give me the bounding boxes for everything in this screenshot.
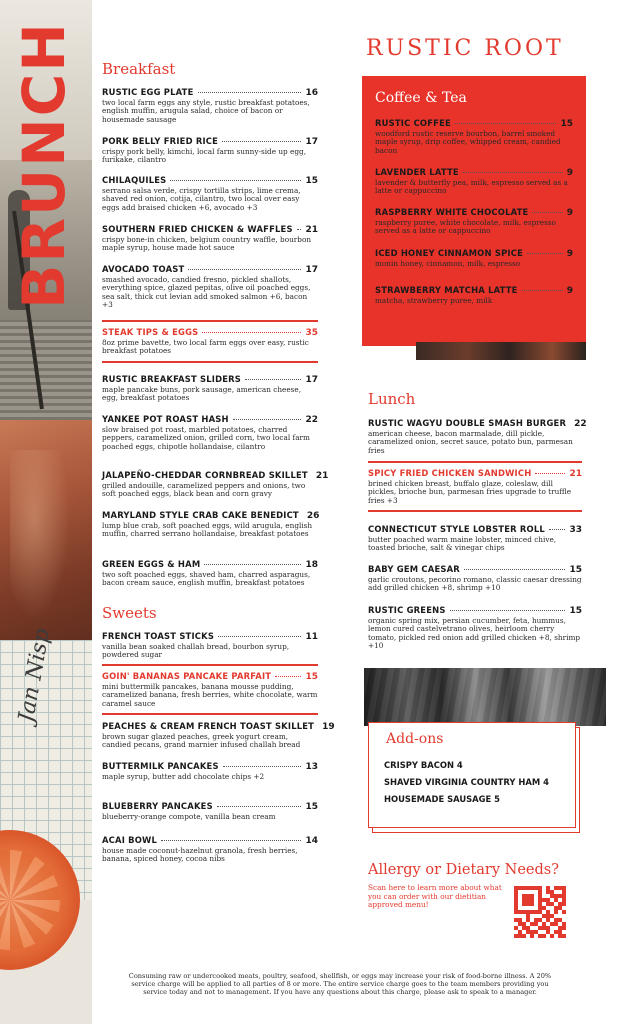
item-price: 21 bbox=[305, 225, 318, 235]
item-price: 15 bbox=[569, 565, 582, 575]
item-name: ACAI BOWL bbox=[102, 835, 158, 845]
item-name: RASPBERRY WHITE CHOCOLATE bbox=[375, 207, 529, 217]
leader-dots bbox=[275, 676, 301, 677]
leader-dots bbox=[222, 141, 301, 142]
item-price: 15 bbox=[305, 802, 318, 812]
highlight-rule bbox=[368, 461, 582, 463]
leader-dots bbox=[527, 253, 563, 254]
item-price: 35 bbox=[305, 328, 318, 338]
item-price: 17 bbox=[305, 137, 318, 147]
breakfast-menu-item bbox=[102, 414, 318, 451]
breakfast-menu-item bbox=[102, 327, 318, 356]
item-name: BABY GEM CAESAR bbox=[368, 564, 460, 574]
item-description: american cheese, bacon marmalade, dill pickle, caramelized onion, secret sauce, potato bun, parmesan fries bbox=[368, 429, 573, 455]
item-description: woodford rustic reserve bourbon, barrel smoked maple syrup, drip coffee, whipped cream, candied bacon bbox=[375, 129, 561, 155]
item-description: lump blue crab, soft poached eggs, wild arugula, english muffin, charred serrano hollandaise, breakfast potatoes bbox=[102, 521, 313, 539]
item-name: RUSTIC BREAKFAST SLIDERS bbox=[102, 374, 242, 384]
item-name: RUSTIC EGG PLATE bbox=[102, 87, 194, 97]
item-price: 21 bbox=[569, 469, 582, 479]
item-description: raspberry puree, white chocolate, milk, espresso served as a latte or cappuccino bbox=[375, 218, 556, 236]
item-description: monin honey, cinnamon, milk, espresso bbox=[375, 259, 521, 268]
highlight-rule bbox=[102, 320, 318, 322]
item-description: vanilla bean soaked challah bread, bourbon syrup, powdered sugar bbox=[102, 642, 290, 660]
lunch-menu-item bbox=[368, 605, 582, 651]
item-description: brown sugar glazed peaches, greek yogurt cream, candied pecans, grand marnier infused challah bread bbox=[102, 732, 301, 750]
breakfast-menu-item bbox=[102, 559, 318, 588]
item-description: grilled andouille, caramelized peppers and onions, two soft poached eggs, black bean and corn gravy bbox=[102, 481, 306, 499]
item-name: MARYLAND STYLE CRAB CAKE BENEDICT bbox=[102, 510, 299, 520]
sweets-menu-item bbox=[102, 835, 318, 864]
item-description: house made coconut-hazelnut granola, fresh berries, banana, spiced honey, cocoa nibs bbox=[102, 846, 298, 864]
leader-dots bbox=[245, 379, 301, 380]
coffee-menu-item bbox=[375, 285, 573, 305]
item-description: two local farm eggs any style, rustic breakfast potatoes, english muffin, arugula salad, choice of bacon or housemade sausage bbox=[102, 98, 310, 124]
item-name: GREEN EGGS & HAM bbox=[102, 559, 201, 569]
item-name: ICED HONEY CINNAMON SPICE bbox=[375, 248, 523, 258]
addon-item: HOUSEMADE SAUSAGE 5 bbox=[384, 794, 500, 804]
item-description: butter poached warm maine lobster, minced chive, toasted brioche, salt & vinegar chips bbox=[368, 535, 557, 553]
leader-dots bbox=[161, 840, 301, 841]
item-name: BUTTERMILK PANCAKES bbox=[102, 761, 219, 771]
item-name: JALAPEÑO-CHEDDAR CORNBREAD SKILLET bbox=[102, 470, 308, 480]
item-name: FRENCH TOAST STICKS bbox=[102, 631, 215, 641]
item-price: 18 bbox=[305, 560, 318, 570]
leader-dots bbox=[223, 766, 302, 767]
highlight-rule bbox=[102, 361, 318, 363]
lunch-menu-item bbox=[368, 468, 582, 505]
highlight-rule bbox=[368, 510, 582, 512]
item-price: 15 bbox=[560, 119, 573, 129]
item-name: SPICY FRIED CHICKEN SANDWICH bbox=[368, 468, 532, 478]
addon-item: SHAVED VIRGINIA COUNTRY HAM 4 bbox=[384, 777, 549, 787]
item-name: STRAWBERRY MATCHA LATTE bbox=[375, 285, 518, 295]
item-name: RUSTIC GREENS bbox=[368, 605, 446, 615]
qr-code[interactable] bbox=[514, 886, 566, 938]
item-name: RUSTIC COFFEE bbox=[375, 118, 451, 128]
item-price: 9 bbox=[566, 208, 573, 218]
breakfast-menu-item bbox=[102, 470, 329, 499]
leader-dots bbox=[549, 529, 566, 530]
item-price: 33 bbox=[569, 525, 582, 535]
item-description: slow braised pot roast, marbled potatoes, charred peppers, caramelized onion, grilled corn, two local farm poached eggs, chipotle hollandaise, cilantro bbox=[102, 425, 310, 451]
item-price: 9 bbox=[566, 168, 573, 178]
addon-item: CRISPY BACON 4 bbox=[384, 760, 463, 770]
leader-dots bbox=[450, 610, 566, 611]
leader-dots bbox=[170, 180, 301, 181]
item-price: 14 bbox=[305, 836, 318, 846]
breakfast-menu-item bbox=[102, 136, 318, 165]
item-name: CONNECTICUT STYLE LOBSTER ROLL bbox=[368, 524, 545, 534]
item-price: 17 bbox=[305, 265, 318, 275]
item-price: 9 bbox=[566, 249, 573, 259]
item-price: 22 bbox=[305, 415, 318, 425]
leader-dots bbox=[202, 332, 301, 333]
handwritten-script: Jan Nisp bbox=[14, 626, 56, 725]
item-description: smashed avocado, candied fresno, pickled shallots, everything spice, glazed pepitas, olive oil poached eggs, sea salt, thick cut levian add smoked salmon +6, bacon +3 bbox=[102, 275, 311, 310]
coffee-title: Coffee & Tea bbox=[375, 90, 467, 106]
coffee-menu-item bbox=[375, 118, 573, 155]
addons-title: Add-ons bbox=[386, 731, 444, 747]
item-price: 15 bbox=[305, 176, 318, 186]
item-price: 19 bbox=[322, 722, 335, 732]
item-description: two soft poached eggs, shaved ham, charred asparagus, bacon cream sauce, english muffin, breakfast potatoes bbox=[102, 570, 311, 588]
highlight-rule bbox=[102, 713, 318, 715]
leader-dots bbox=[297, 229, 302, 230]
item-description: brined chicken breast, buffalo glaze, coleslaw, dill pickles, brioche bun, parmesan fries upgrade to truffle fries +3 bbox=[368, 479, 572, 505]
item-price: 16 bbox=[305, 88, 318, 98]
item-description: organic spring mix, persian cucumber, feta, hummus, lemon cured castelvetrano olives, heirloom cherry tomato, pickled red onion add grilled chicken +8, shrimp +10 bbox=[368, 616, 581, 651]
coffee-menu-item bbox=[375, 207, 573, 236]
highlight-rule bbox=[102, 664, 318, 666]
leader-dots bbox=[464, 569, 566, 570]
leader-dots bbox=[463, 172, 563, 173]
leader-dots bbox=[188, 269, 301, 270]
item-name: SOUTHERN FRIED CHICKEN & WAFFLES bbox=[102, 224, 293, 234]
leader-dots bbox=[532, 212, 562, 213]
lunch-menu-item bbox=[368, 524, 582, 553]
leader-dots bbox=[218, 636, 301, 637]
item-price: 15 bbox=[305, 672, 318, 682]
item-name: AVOCADO TOAST bbox=[102, 264, 185, 274]
item-price: 9 bbox=[566, 286, 573, 296]
kids-photo bbox=[364, 668, 606, 726]
lunch-title: Lunch bbox=[368, 390, 416, 408]
item-description: maple syrup, butter add chocolate chips +2 bbox=[102, 772, 265, 781]
item-description: matcha, strawberry puree, milk bbox=[375, 296, 493, 305]
item-price: 13 bbox=[305, 762, 318, 772]
item-name: YANKEE POT ROAST HASH bbox=[102, 414, 229, 424]
item-price: 15 bbox=[569, 606, 582, 616]
leader-dots bbox=[198, 92, 302, 93]
item-price: 11 bbox=[305, 632, 318, 642]
item-name: PEACHES & CREAM FRENCH TOAST SKILLET bbox=[102, 721, 315, 731]
breakfast-menu-item bbox=[102, 175, 318, 212]
item-name: LAVENDER LATTE bbox=[375, 167, 459, 177]
item-price: 22 bbox=[574, 419, 587, 429]
breakfast-menu-item bbox=[102, 224, 318, 253]
item-description: crispy pork belly, kimchi, local farm sunny-side up egg, furikake, cilantro bbox=[102, 147, 307, 165]
leader-dots bbox=[535, 473, 565, 474]
sweets-menu-item bbox=[102, 671, 318, 708]
item-name: CHILAQUILES bbox=[102, 175, 167, 185]
item-description: crispy bone-in chicken, belgium country waffle, bourbon maple syrup, house made hot sauce bbox=[102, 235, 312, 253]
item-description: lavender & butterfly pea, milk, espresso served as a latte or cappuccino bbox=[375, 178, 568, 196]
brand-title: RUSTIC ROOT bbox=[366, 36, 564, 61]
breakfast-menu-item bbox=[102, 374, 318, 403]
item-price: 26 bbox=[306, 511, 320, 521]
item-price: 21 bbox=[315, 471, 329, 481]
leader-dots bbox=[455, 123, 557, 124]
rock-photo bbox=[0, 420, 92, 650]
leader-dots bbox=[522, 290, 563, 291]
item-description: garlic croutons, pecorino romano, classic caesar dressing add grilled chicken +8, shrimp +10 bbox=[368, 575, 582, 593]
lunch-menu-item bbox=[368, 564, 582, 593]
item-description: serrano salsa verde, crispy tortilla strips, lime crema, shaved red onion, cotija, cilantro, two local over easy eggs add braised chicken +6, avocado +3 bbox=[102, 186, 301, 212]
item-description: maple pancake buns, pork sausage, american cheese, egg, breakfast potatoes bbox=[102, 385, 302, 403]
allergy-title: Allergy or Dietary Needs? bbox=[368, 862, 560, 878]
item-description: 8oz prime bavette, two local farm eggs over easy, rustic breakfast potatoes bbox=[102, 338, 309, 356]
sweets-menu-item bbox=[102, 721, 335, 750]
lunch-menu-item bbox=[368, 418, 587, 455]
leader-dots bbox=[204, 564, 301, 565]
leader-dots bbox=[217, 806, 302, 807]
brunch-vertical-title: BRUNCH bbox=[10, 21, 78, 309]
breakfast-menu-item bbox=[102, 87, 318, 124]
leader-dots bbox=[233, 419, 302, 420]
coffee-menu-item bbox=[375, 167, 573, 196]
sweets-title: Sweets bbox=[102, 604, 157, 622]
item-description: blueberry-orange compote, vanilla bean cream bbox=[102, 812, 276, 821]
item-name: RUSTIC WAGYU DOUBLE SMASH BURGER bbox=[368, 418, 567, 428]
item-price: 17 bbox=[305, 375, 318, 385]
collage-strip bbox=[0, 0, 92, 1024]
footer-disclaimer: Consuming raw or undercooked meats, poultry, seafood, shellfish, or eggs may increase your risk of food-borne illness. A 20% service charge will be applied to all parties of 8 or more. The entire service charge goes to the team members providing you service today and not to management. If you have any questions about this charge, please ask to speak to a manager. bbox=[128, 972, 552, 996]
sweets-menu-item bbox=[102, 631, 318, 660]
breakfast-title: Breakfast bbox=[102, 60, 176, 78]
sweets-menu-item bbox=[102, 761, 318, 781]
allergy-text: Scan here to learn more about what you can order with our dietitian approved menu! bbox=[368, 883, 502, 910]
sweets-menu-item bbox=[102, 801, 318, 821]
item-name: GOIN' BANANAS PANCAKE PARFAIT bbox=[102, 671, 272, 681]
item-name: PORK BELLY FRIED RICE bbox=[102, 136, 219, 146]
item-name: STEAK TIPS & EGGS bbox=[102, 327, 199, 337]
coffee-menu-item bbox=[375, 248, 573, 268]
item-description: mini buttermilk pancakes, banana mousse pudding, caramelized banana, fresh berries, white chocolate, warm caramel sauce bbox=[102, 682, 318, 708]
breakfast-menu-item bbox=[102, 510, 318, 539]
breakfast-menu-item bbox=[102, 264, 318, 310]
coffee-photo bbox=[416, 342, 586, 360]
item-name: BLUEBERRY PANCAKES bbox=[102, 801, 213, 811]
